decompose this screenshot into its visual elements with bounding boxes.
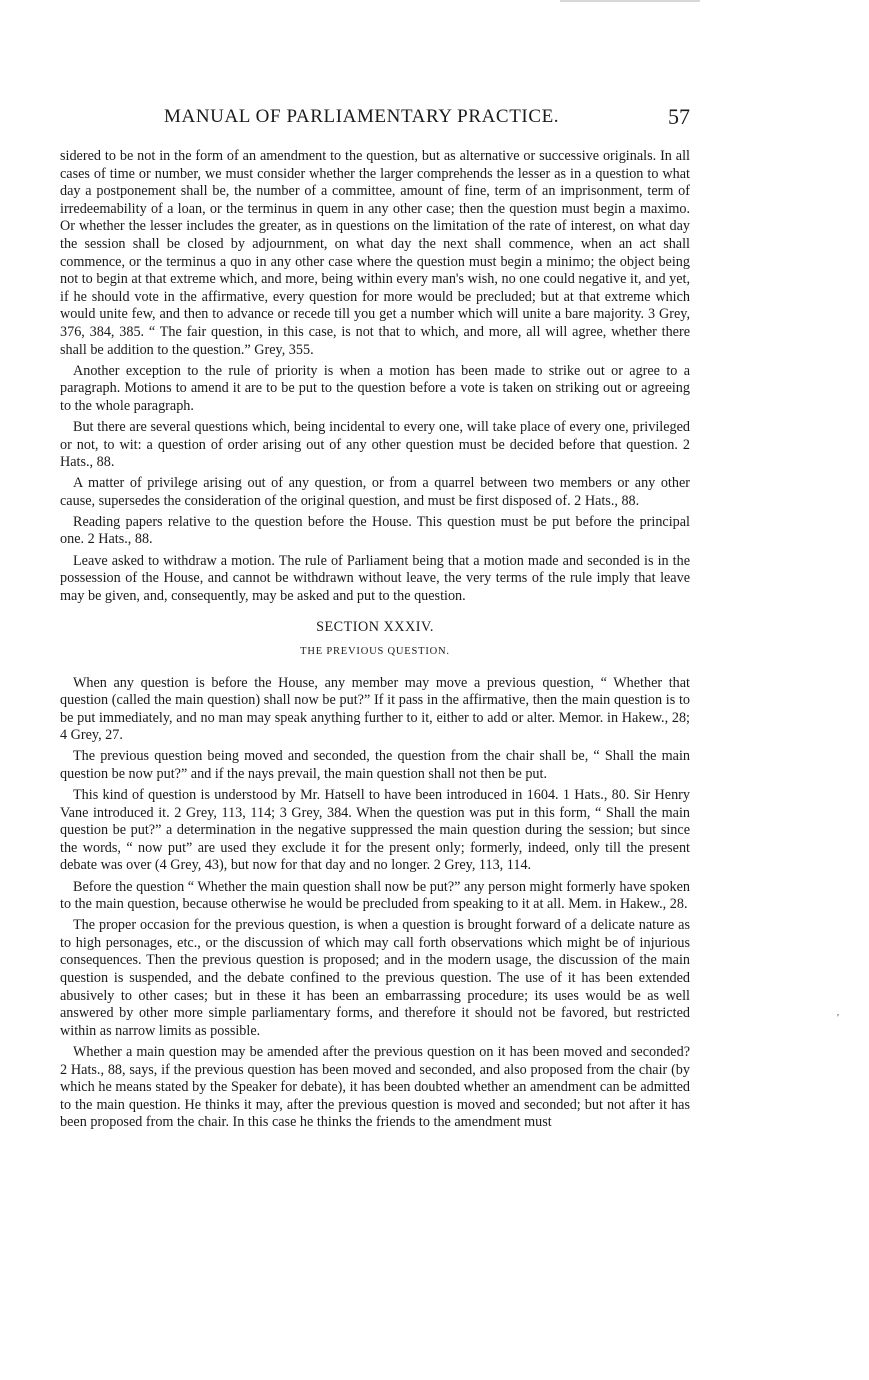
paragraph: Reading papers relative to the question before the House. This question must be put before the principal one. 2 Hats., 88. xyxy=(60,513,690,548)
paragraph: Before the question “ Whether the main question shall now be put?” any person might formerly have spoken to the main question, because otherwise he would be precluded from speaking to it at all. Mem. in Hakew., 28. xyxy=(60,878,690,913)
running-head xyxy=(60,106,690,136)
paragraph: Another exception to the rule of priority is when a motion has been made to strike out or agree to a paragraph. Motions to amend it are to be put to the question before a vote is taken on striking out or agreeing to the whole paragraph. xyxy=(60,362,690,414)
paragraph: The proper occasion for the previous question, is when a question is brought forward of a delicate nature as to high personages, etc., or the discussion of which may call forth observations which might be of injurious consequences. Then the previous question is proposed; and in the modern usage, the discussion of the main question is suspended, and the debate confined to the previous question. The use of it has been extended abusively to other cases; but in these it has been an embarrassing procedure; its uses would be as well answered by other more simple parliamentary forms, and therefore it should not be favored, but restricted within as narrow limits as possible. xyxy=(60,917,690,1039)
paragraph: Leave asked to withdraw a motion. The rule of Parliament being that a motion made and seconded is in the possession of the House, and cannot be withdrawn without leave, the very terms of the rule imply that leave may be given, and, consequently, may be asked and put to the question. xyxy=(60,552,690,604)
paragraph: The previous question being moved and seconded, the question from the chair shall be, “ Shall the main question be now put?” and if the nays prevail, the main question shall not then be put. xyxy=(60,748,690,782)
running-title: MANUAL OF PARLIAMENTARY PRACTICE. xyxy=(164,106,560,127)
top-edge-rule xyxy=(560,0,700,2)
stray-ink-mark: ′ xyxy=(837,1013,840,1024)
body-text xyxy=(60,148,690,1135)
paragraph: Whether a main question may be amended after the previous question on it has been moved and seconded? 2 Hats., 88, says, if the previous question has been moved and seconded, and also proposed from the chair (by which he means stated by the Speaker for debate), it has been doubted whether an amendment can be admitted to the main question. He thinks it may, after the previous question is moved and seconded; but not after it has been proposed from the chair. In this case he thinks the friends to the amendment must xyxy=(60,1043,690,1131)
page-number: 57 xyxy=(668,104,690,129)
paragraph: sidered to be not in the form of an amendment to the question, but as alternative or successive originals. In all cases of time or number, we must consider whether the larger comprehends the lesser as in a question to what day a postponement shall be, the number of a committee, amount of fine, term of an imprisonment, term of irredeemability of a loan, or the terminus in quem in any other case; then the question must begin a maximo. Or whether the lesser includes the greater, as in questions on the limitation of the rate of interest, on what day the session shall be closed by adjournment, on what day the next shall commence, when an act shall commence, or the terminus a quo in any other case where the question must begin a minimo; the object being not to begin at that extreme which, and more, being within every man's wish, no one could negative it, and yet, if he should vote in the affirmative, every question for more would be precluded; but at that extreme which would unite few, and then to advance or recede till you get a number which will unite a bare majority. 3 Grey, 376, 384, 385. “ The fair question, in this case, is not that to which, and more, all will agree, whether there shall be addition to the question.” Grey, 355. xyxy=(60,148,690,358)
paragraph: This kind of question is understood by Mr. Hatsell to have been introduced in 1604. 1 Hats., 80. Sir Henry Vane introduced it. 2 Grey, 113, 114; 3 Grey, 384. When the question was put in this form, “ Shall the main question be put?” a determination in the negative suppressed the main question during the session; but since the words, “ now put” are used they exclude it for the present only; formerly, indeed, only till the present debate was over (4 Grey, 43), but now for that day and no longer. 2 Grey, 113, 114. xyxy=(60,787,690,874)
paragraph: When any question is before the House, any member may move a previous question, “ Whether that question (called the main question) shall now be put?” If it pass in the affirmative, then the main question is to be put immediately, and no man may speak anything further to it, either to add or alter. Memor. in Hakew., 28; 4 Grey, 27. xyxy=(60,674,690,744)
paragraph: A matter of privilege arising out of any question, or from a quarrel between two members or any other cause, supersedes the consideration of the original question, and must be first disposed of. 2 Hats., 88. xyxy=(60,475,690,509)
paragraph: But there are several questions which, being incidental to every one, will take place of every one, privileged or not, to wit: a question of order arising out of any other question must be decided before that question. 2 Hats., 88. xyxy=(60,418,690,471)
section-subheading: THE PREVIOUS QUESTION. xyxy=(300,645,450,657)
section-heading: SECTION XXXIV. xyxy=(316,619,434,636)
